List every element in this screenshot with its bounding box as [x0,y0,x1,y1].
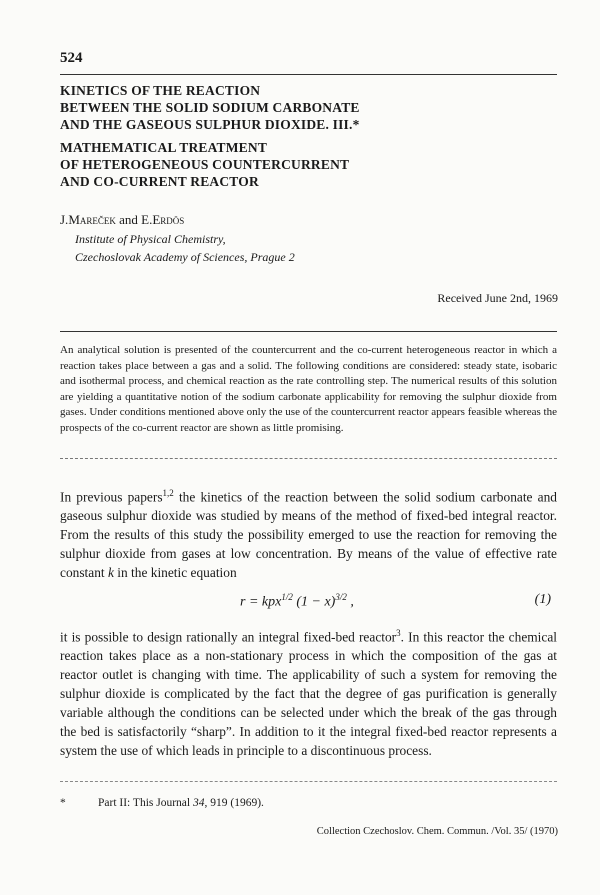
affiliation-line: Institute of Physical Chemistry, [75,232,226,246]
affiliation [75,230,295,266]
footnote-rule [60,781,557,782]
abstract-top-rule [60,331,557,332]
author-2-name: Erdös [152,212,185,227]
authors-and: and [115,212,142,227]
title-line: AND THE GASEOUS SULPHUR DIOXIDE. III.* [60,117,360,132]
author-1-initial: J. [60,212,69,227]
paragraph-1: In previous papers$^{1,2}$ the kinetics of the reaction between the solid sodium carbonate and gaseous sulphur dioxide was studied by means of the method of fixed-bed integral reactor. From the results of this study the possibility emerged to use the reaction for removing the sulphur dioxide from gases at low concentration. By means of the value of effective rate constant k in the kinetic equation [60,488,557,581]
paragraph-2: it is possible to design rationally an integral fixed-bed reactor$^3$. In this reactor the chemical reaction takes place as a non-stationary process in which the composition of the gas at reactor outlet is changing with time. The applicability of such a system for removing the sulphur dioxide is complicated by the fact that the degree of gas purification is generally variable although the conditions can be selected under which the break of the gas through the bed is satisfactorily “sharp”. In addition to it the integral fixed-bed reactor represents a system the use of which leads in principle to a discontinuous process. [60,628,558,759]
subtitle-line: AND CO-CURRENT REACTOR [60,174,259,189]
affiliation-line: Czechoslovak Academy of Sciences, Prague 2 [75,250,295,264]
citation-ref: 3 [396,628,401,638]
equation-body: r = kpx$^{1/2}$ $(1 - x)^{3/2}$ , [240,592,354,610]
abstract-bottom-rule [60,458,557,459]
equation-number: (1) [534,592,551,607]
title-line: BETWEEN THE SOLID SODIUM CARBONATE [60,100,360,115]
footnote-volume: 34 [192,797,205,809]
header-rule [60,74,557,75]
journal-reference: Collection Czechoslov. Chem. Commun. /Vol. 35/ (1970) [316,826,558,837]
rate-constant-symbol: k [107,565,114,581]
page-number: 524 [60,50,83,66]
subtitle-line: OF HETEROGENEOUS COUNTERCURRENT [60,157,350,172]
author-1-name: Mareček [68,212,116,227]
footnote-mark: * [60,797,66,809]
abstract: An analytical solution is presented of the countercurrent and the co-current heterogeneous reactor in which a reaction takes place between a gas and a solid. The following conditions are considered: steady state, isobaric and isothermal process, and chemical reaction as the rate controlling step. The numerical results of this solution are yielding a quantitative notion of the sodium carbonate applicability for removing the sulphur dioxide from gases. Under conditions mentioned above only the use of the countercurrent reactor appears feasible whereas the prospects of the co-current reactor are shown as little promising. [60,344,557,434]
equation-1 [60,592,557,614]
article-title [60,82,560,190]
footnote: * Part II: This Journal 34, 919 (1969). [60,797,264,809]
title-line: KINETICS OF THE REACTION [60,83,261,98]
subtitle-line: MATHEMATICAL TREATMENT [60,140,268,155]
authors [60,212,184,228]
citation-ref: 1,2 [162,488,174,498]
author-2-initial: E. [141,212,153,227]
received-date: Received June 2nd, 1969 [437,291,558,305]
